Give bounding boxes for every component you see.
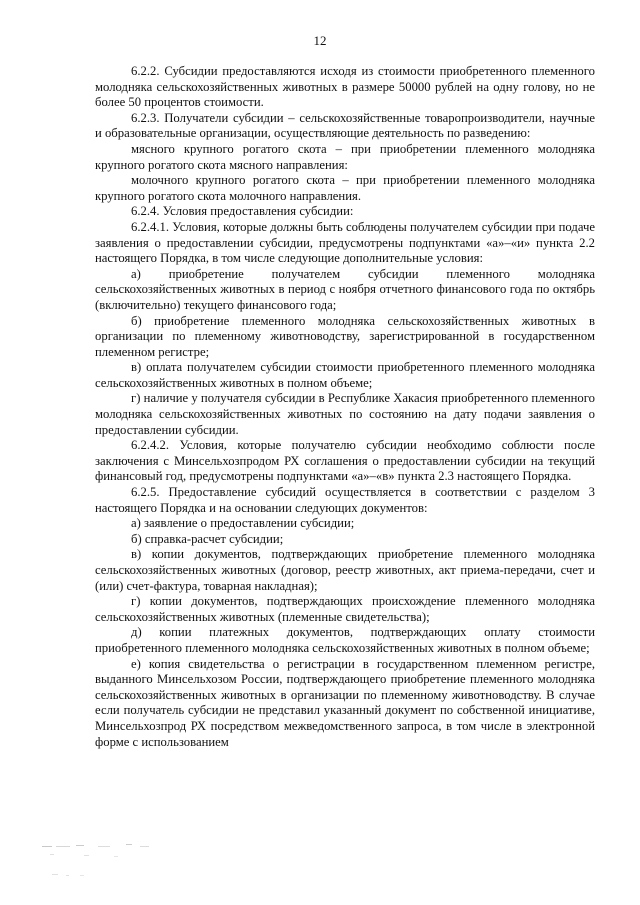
paragraph-6-2-4-1: 6.2.4.1. Условия, которые должны быть соблюдены получателем субсидии при подаче заявления о предоставлении субсидии, предусмотрены подпунктами «а»–«и» пункта 2.2 настоящего Порядка, в том числе следующие дополнительные условия: xyxy=(95,219,595,266)
paragraph-condition-a: а) приобретение получателем субсидии племенного молодняка сельскохозяйственных животных в период с ноября отчетного финансового года по октябрь (включительно) текущего финансового года; xyxy=(95,266,595,312)
paragraph-condition-g: г) наличие у получателя субсидии в Республике Хакасия приобретенного племенного молодняка сельскохозяйственных животных по состоянию на дату подачи заявления о предоставлении субсидии. xyxy=(95,391,595,437)
paragraph-document-e: е) копия свидетельства о регистрации в государственном племенном регистре, выданного Минсельхозом России, подтверждающего приобретение племенного молодняка сельскохозяйственных животных в организации по племенному животноводству. В случае если получатель субсидии не представил указанный документ по собственной инициативе, Минсельхозпрод РХ посредством межведомственного запроса, в том числе в электронной форме с использованием xyxy=(95,656,595,749)
paragraph-document-b: б) справка-расчет субсидии; xyxy=(131,531,284,546)
paragraph-condition-b: б) приобретение племенного молодняка сельскохозяйственных животных в организации по племенному животноводству, зарегистрированной в государственном племенном регистре; xyxy=(95,313,595,359)
scan-noise-marks xyxy=(40,838,170,888)
paragraph-6-2-4: 6.2.4. Условия предоставления субсидии: xyxy=(131,204,354,219)
paragraph-6-2-3: 6.2.3. Получатели субсидии – сельскохозяйственные товаропроизводители, научные и образовательные организации, осуществляющие деятельность по разведению: xyxy=(95,110,595,141)
paragraph-document-v: в) копии документов, подтверждающих приобретение племенного молодняка сельскохозяйственных животных (договор, реестр животных, акт приема-передачи, счет и (или) счет-фактура, товарная накладная); xyxy=(95,547,595,593)
paragraph-beef-cattle: мясного крупного рогатого скота – при приобретении племенного молодняка крупного рогатого скота мясного направления: xyxy=(95,141,595,172)
paragraph-6-2-4-2: 6.2.4.2. Условия, которые получателю субсидии необходимо соблюсти после заключения с Минсельхозпродом РХ соглашения о предоставлении субсидии на текущий финансовый год, предусмотрены подпунктами «а»–«в» пункта 2.3 настоящего Порядка. xyxy=(95,438,595,484)
paragraph-document-g: г) копии документов, подтверждающих происхождение племенного молодняка сельскохозяйственных животных (племенные свидетельства); xyxy=(95,594,595,624)
paragraph-dairy-cattle: молочного крупного рогатого скота – при приобретении племенного молодняка крупного рогатого скота молочного направления. xyxy=(95,173,595,203)
paragraph-6-2-2: 6.2.2. Субсидии предоставляются исходя из стоимости приобретенного племенного молодняка сельскохозяйственных животных в размере 50000 рублей на одну голову, но не более 50 процентов стоимости. xyxy=(95,64,595,110)
page-number: 12 xyxy=(313,33,327,48)
document-body xyxy=(95,64,595,750)
paragraph-document-a: а) заявление о предоставлении субсидии; xyxy=(131,516,355,531)
paragraph-condition-v: в) оплата получателем субсидии стоимости приобретенного племенного молодняка сельскохозяйственных животных в полном объеме; xyxy=(95,360,595,390)
paragraph-6-2-5: 6.2.5. Предоставление субсидий осуществляется в соответствии с разделом 3 настоящего Порядка и на основании следующих документов: xyxy=(95,485,595,515)
paragraph-document-d: д) копии платежных документов, подтверждающих оплату стоимости приобретенного племенного молодняка сельскохозяйственных животных в полном объеме; xyxy=(95,625,595,655)
